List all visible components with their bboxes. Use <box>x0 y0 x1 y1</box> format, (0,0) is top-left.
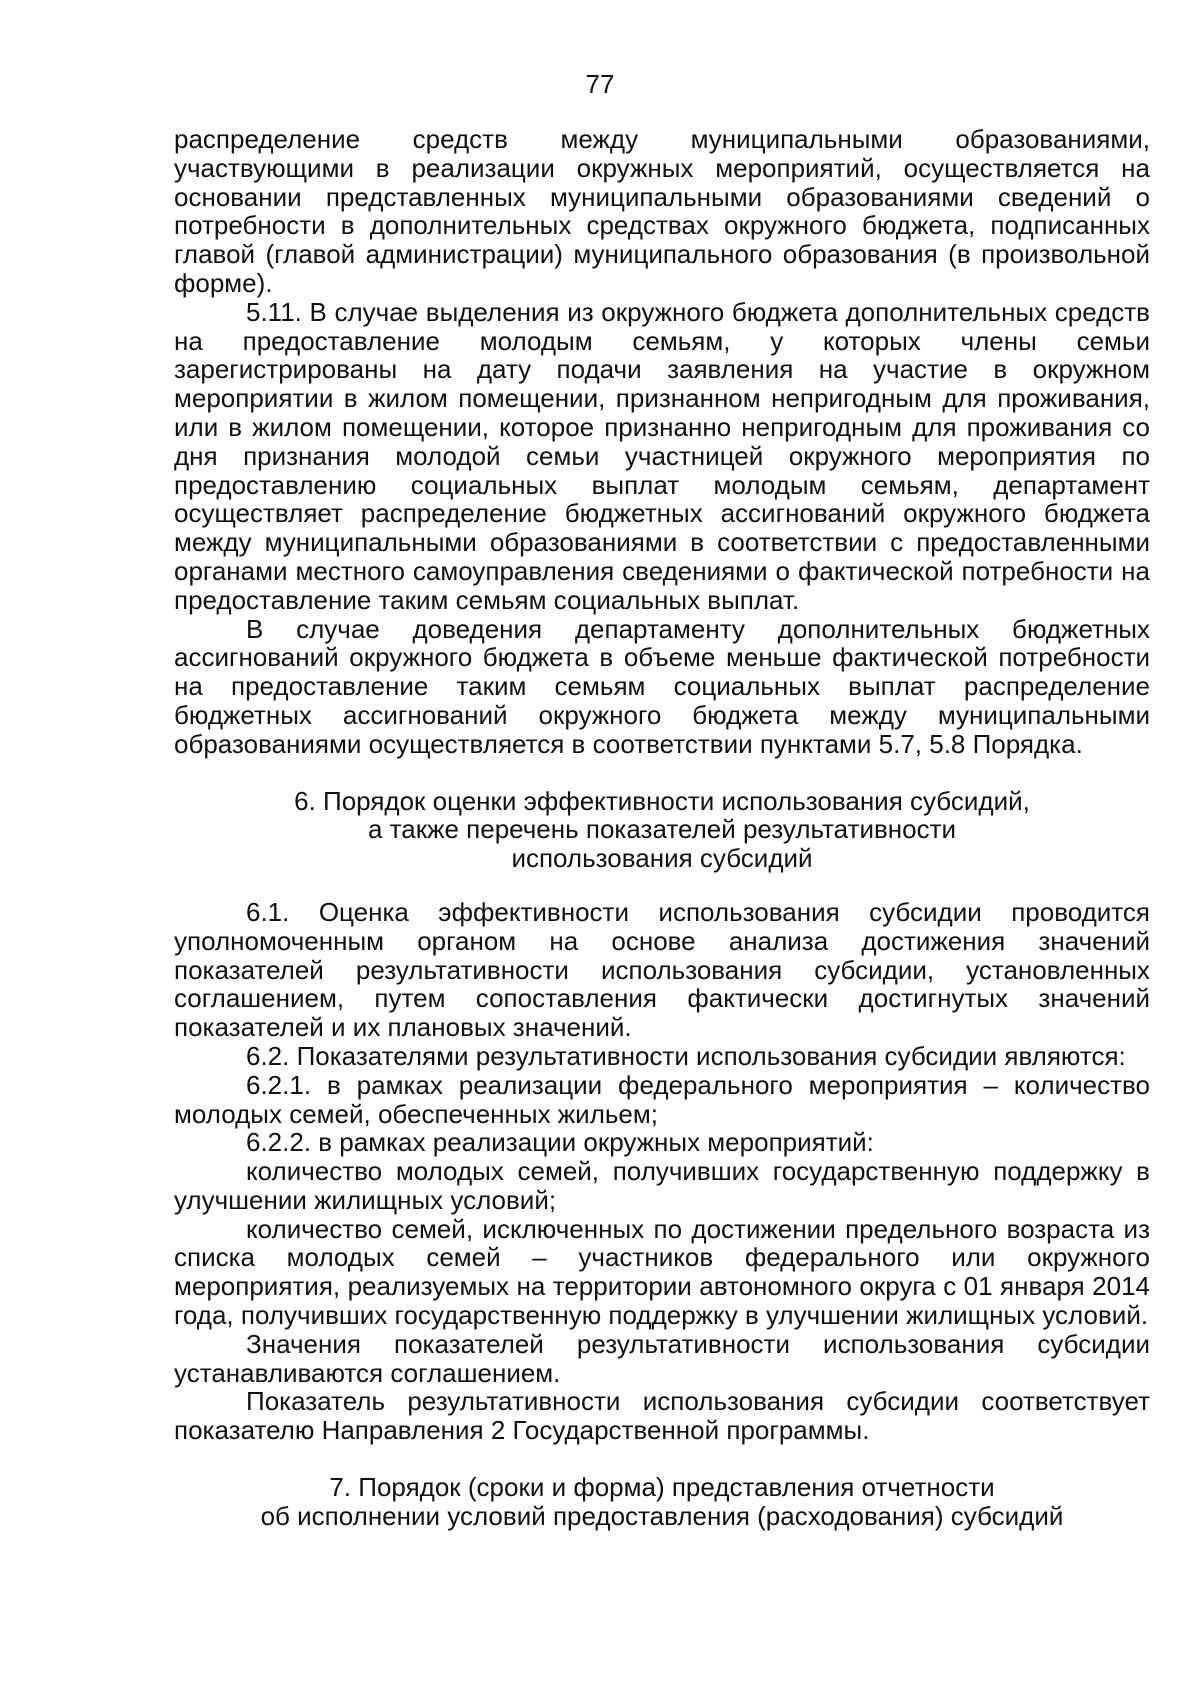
section-6-heading <box>174 787 1150 873</box>
paragraph-indicator-correspondence: Показатель результативности использования субсидии соответствует показателю Направления 2 Государственной программы. <box>174 1386 1150 1446</box>
document-body <box>174 125 1150 1531</box>
paragraph-6-1: 6.1. Оценка эффективности использования субсидии проводится уполномоченным органом на основе анализа достижения значений показателей результативности использования субсидии, установленных соглашением, путем сопоставления фактически достигнутых значений показателей и их плановых значений. <box>174 896 1150 1043</box>
section-6-heading-line-2: а также перечень показателей результативности <box>367 814 957 845</box>
paragraph-6-2-2: 6.2.2. в рамках реализации окружных мероприятий: <box>246 1127 874 1158</box>
paragraph-5-10-continuation: распределение средств между муниципальными образованиями, участвующими в реализации окружных мероприятий, осуществляется на основании представленных муниципальными образованиями сведений о потребности в дополнительных средствах окружного бюджета, подписанных главой (главой администрации) муниципального образования (в произвольной форме). <box>174 124 1150 298</box>
paragraph-indicator-values: Значения показателей результативности использования субсидии устанавливаются соглашением. <box>174 1328 1150 1388</box>
paragraph-5-11: 5.11. В случае выделения из окружного бюджета дополнительных средств на предоставление молодым семьям, у которых члены семьи зарегистрированы на дату подачи заявления на участие в окружном мероприятии в жилом помещении, признанном непригодным для проживания, или в жилом помещении, которое признанно непригодным для проживания со дня признания молодой семьи участницей окружного мероприятия по предоставлению социальных выплат молодым семьям, департамент осуществляет распределение бюджетных ассигнований окружного бюджета между муниципальными образованиями в соответствии с предоставленными органами местного самоуправления сведениями о фактической потребности на предоставление таким семьям социальных выплат. <box>174 296 1150 615</box>
paragraph-6-2: 6.2. Показателями результативности использования субсидии являются: <box>246 1040 1126 1071</box>
paragraph-indicator-excluded-families: количество семей, исключенных по достижении предельного возраста из списка молодых семей – участников федерального или окружного мероприятия, реализуемых на территории автономного округа с 01 января 2014 года, получивших государственную поддержку в улучшении жилищных условий. <box>174 1213 1150 1331</box>
page-number: 77 <box>585 69 615 99</box>
section-7-heading <box>174 1473 1150 1531</box>
section-7-heading-line-2: об исполнении условий предоставления (расходования) субсидий <box>260 1500 1064 1531</box>
paragraph-5-11-insufficient-funds: В случае доведения департаменту дополнительных бюджетных ассигнований окружного бюджета в объеме меньше фактической потребности на предоставление таким семьям социальных выплат распределение бюджетных ассигнований окружного бюджета между муниципальными образованиями осуществляется в соответствии пунктами 5.7, 5.8 Порядка. <box>174 613 1150 759</box>
section-6-heading-line-1: 6. Порядок оценки эффективности использования субсидий, <box>294 785 1030 816</box>
section-6-heading-line-3: использования субсидий <box>511 843 813 874</box>
section-7-heading-line-1: 7. Порядок (сроки и форма) представления отчетности <box>329 1472 995 1503</box>
paragraph-6-2-1: 6.2.1. в рамках реализации федерального мероприятия – количество молодых семей, обеспеченных жильем; <box>174 1069 1150 1129</box>
paragraph-indicator-young-families: количество молодых семей, получивших государственную поддержку в улучшении жилищных условий; <box>174 1156 1150 1215</box>
